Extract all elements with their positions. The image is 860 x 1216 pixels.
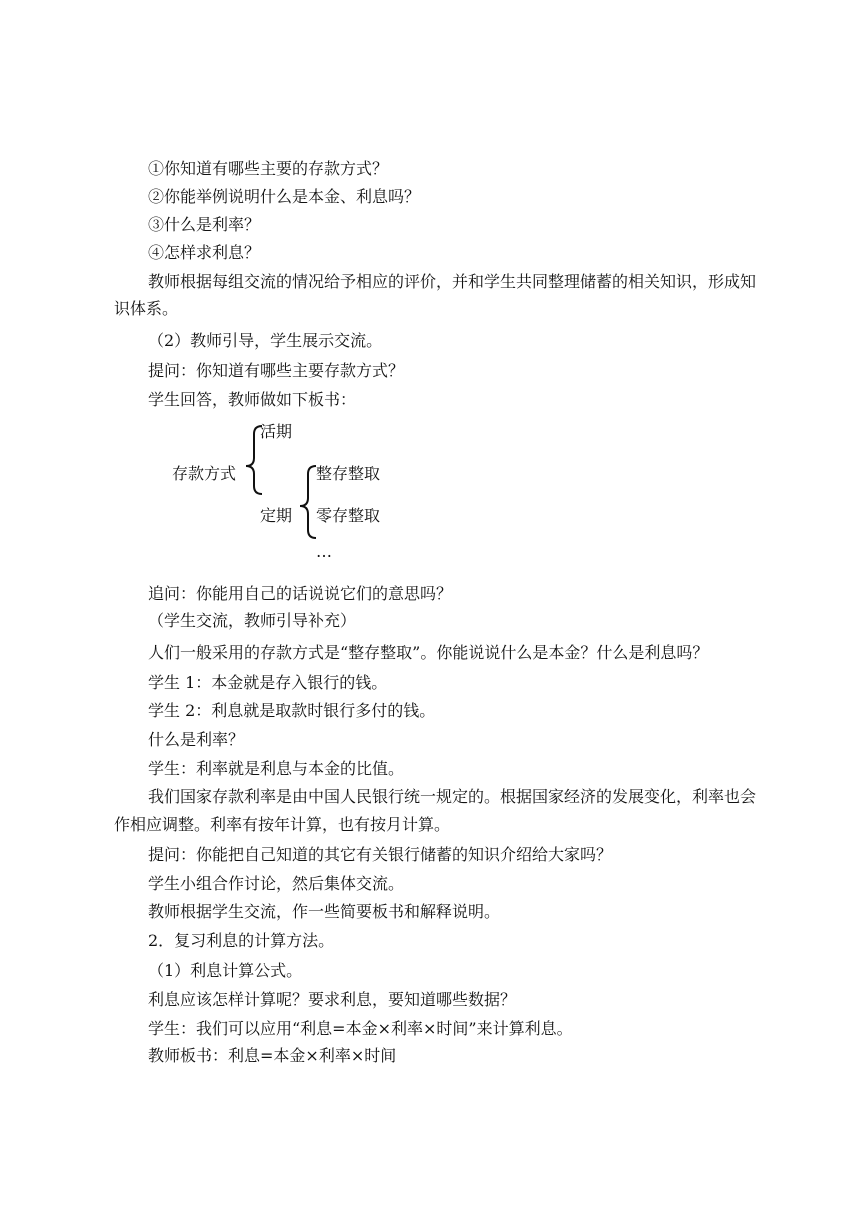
brace-lines	[150, 418, 450, 568]
paragraph-line: 教师根据每组交流的情况给予相应的评价，并和学生共同整理储蓄的相关知识，形成知	[148, 272, 757, 291]
question-2: ②你能举例说明什么是本金、利息吗？	[148, 187, 421, 206]
paragraph-line: 提问：你知道有哪些主要存款方式？	[148, 361, 405, 380]
diagram-branch-current: 活期	[260, 422, 293, 441]
question-3: ③什么是利率？	[148, 215, 261, 234]
question-1: ①你知道有哪些主要的存款方式？	[148, 159, 389, 178]
paragraph-line: 学生小组合作讨论，然后集体交流。	[148, 874, 405, 893]
diagram-ellipsis: …	[316, 542, 332, 561]
diagram-sub-1: 整存整取	[316, 464, 381, 483]
diagram-root: 存款方式	[172, 464, 237, 483]
deposit-types-diagram	[150, 418, 450, 568]
section-heading: （1）利息计算公式。	[148, 961, 303, 980]
section-heading: 2．复习利息的计算方法。	[148, 931, 335, 950]
section-heading: （2）教师引导，学生展示交流。	[148, 331, 383, 350]
paragraph-line: 学生：我们可以应用“利息=本金×利率×时间”来计算利息。	[148, 1019, 573, 1038]
formula-line: 教师板书：利息=本金×利率×时间	[148, 1046, 397, 1065]
paragraph-line: 我们国家存款利率是由中国人民银行统一规定的。根据国家经济的发展变化，利率也会	[148, 787, 757, 806]
paragraph-line: （学生交流，教师引导补充）	[148, 611, 357, 630]
paragraph-line: 学生：利率就是利息与本金的比值。	[148, 759, 405, 778]
diagram-branch-fixed: 定期	[260, 506, 293, 525]
paragraph-line: 学生 1：本金就是存入银行的钱。	[148, 673, 388, 692]
paragraph-line: 人们一般采用的存款方式是“整存整取”。你能说说什么是本金？什么是利息吗？	[148, 643, 709, 662]
paragraph-line: 利息应该怎样计算呢？要求利息，要知道哪些数据？	[148, 990, 517, 1009]
paragraph-line: 提问：你能把自己知道的其它有关银行储蓄的知识介绍给大家吗？	[148, 845, 613, 864]
paragraph-line: 学生回答，教师做如下板书：	[148, 390, 357, 409]
paragraph-line: 什么是利率？	[148, 730, 245, 749]
paragraph-line: 作相应调整。利率有按年计算，也有按月计算。	[114, 815, 451, 834]
diagram-sub-2: 零存整取	[316, 506, 381, 525]
question-4: ④怎样求利息？	[148, 243, 261, 262]
paragraph-line: 追问：你能用自己的话说说它们的意思吗？	[148, 584, 453, 603]
paragraph-line: 识体系。	[114, 299, 179, 318]
paragraph-line: 教师根据学生交流，作一些简要板书和解释说明。	[148, 902, 501, 921]
paragraph-line: 学生 2：利息就是取款时银行多付的钱。	[148, 701, 436, 720]
